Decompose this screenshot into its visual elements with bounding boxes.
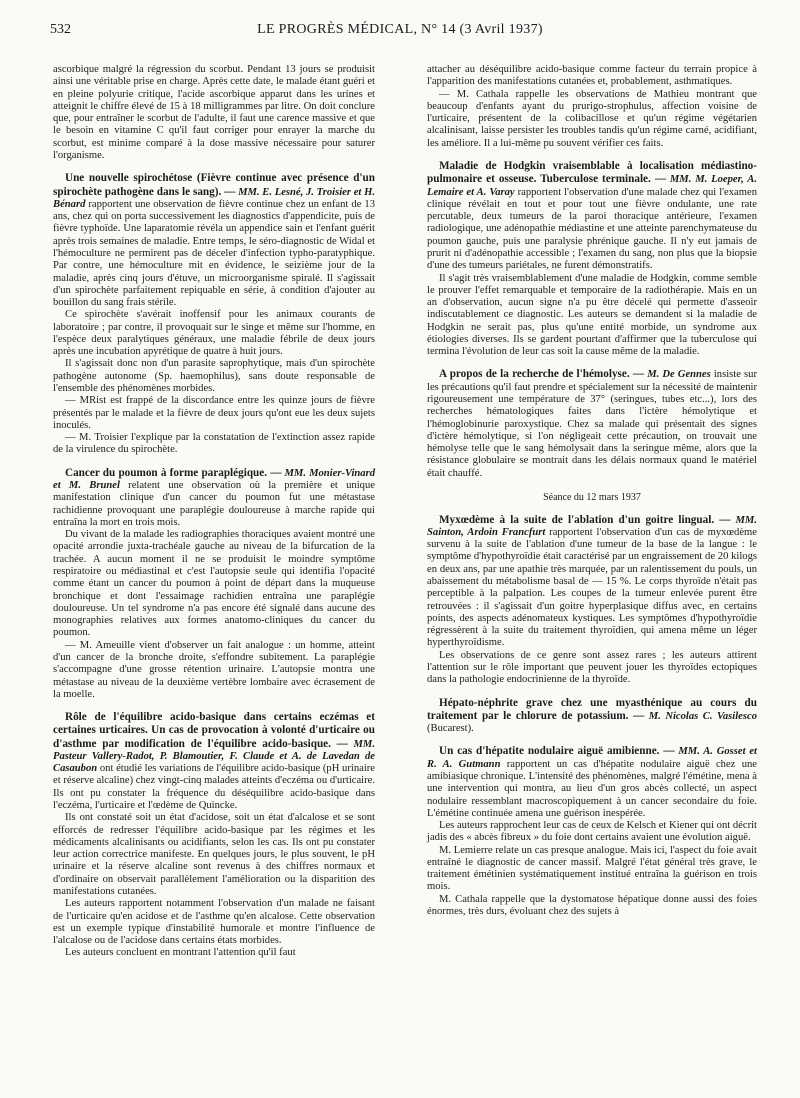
paragraph: Il s'agissait donc non d'un parasite saprophytique, mais d'un spirochète pathogène autonome (Sp. haemophilus), sans doute responsable de l'ensemble des phénomènes morbides.	[53, 358, 375, 395]
article-cancer-poumon	[53, 467, 375, 701]
paragraph: rapportent un cas d'hépatite nodulaire aiguë chez une amibiasique chronique. L'intensité des phénomènes, malgré l'émétine, mena à une intervention qui montra, au lieu d'un gros abcès collecté, un aspect nodulaire ressemblant macroscopiquement à un cancer secondaire du foie. L'émétine continuée amena une guérison inespérée.	[427, 758, 757, 819]
article-title: Maladie de Hodgkin vraisemblable à localisation médiastino-pulmonaire et osseuse. Tuberculose terminale. —	[427, 159, 757, 186]
paragraph: Les auteurs rapportent notamment l'observation d'un malade ne faisant de l'urticaire qu'en acidose et de l'asthme qu'en alcalose. Cette observation est un exemple typique d'instabilité humorale et montre l'influence de l'alcalose ou de l'acidose dans certains états morbides.	[53, 898, 375, 947]
paragraph: rapportent l'observation d'une malade chez qui l'examen clinique révélait en tout et pour tout une fièvre ondulante, une rate percutable, deux tumeurs de la paroi thoracique antérieure, l'examen radiologique, une adénopathie médiastine et une atteinte parenchymateuse du poumon gauche, puis une paralysie phrénique gauche. Il n'y eut jamais de prurit ni d'adénopathie accessible ; l'examen du sang, non plus que la biopsie d'une des tumeurs pariétales, ne furent démonstratifs.	[427, 186, 757, 272]
article-title: Cancer du poumon à forme paraplégique. —	[65, 466, 282, 479]
session-heading: Séance du 12 mars 1937	[543, 492, 641, 503]
paragraph: Ce spirochète s'avérait inoffensif pour les animaux courants de laboratoire ; par contre, il provoquait sur le singe et même sur l'homme, en l'espèce deux paralytiques généraux, une maladie fébrile de deux jours après une incubation apyrétique de quatre à huit jours.	[53, 309, 375, 358]
article-authors: M. Nicolas C. Vasilesco	[648, 710, 757, 722]
article-authors: MM. A. Gosset et R. A. Gutmann	[427, 746, 757, 770]
left-column	[53, 64, 375, 960]
paragraph: Du vivant de la malade les radiographies thoraciques avaient montré une opacité arrondie juxta-trachéale gauche au niveau de la bifurcation de la trachée. A aucun moment il ne se produisit le moindre symptôme respiratoire ou médiastinal et c'est l'autopsie seule qui identifia l'opacité comme étant un cancer du poumon à point de départ dans la muqueuse bronchique et dont l'essaimage rachidien entraîna une paraplégie douloureuse. Un tel syndrome n'a pas encore été signalé dans aucune des monographies relatives aux formes anatomo-cliniques du cancer du poumon.	[53, 529, 375, 639]
article-authors: MM. Sainton, Ardoin Francfurt	[427, 514, 757, 538]
page-number: 532	[50, 22, 71, 37]
article-title: Un cas d'hépatite nodulaire aiguë amibienne. —	[439, 745, 675, 758]
article-title: Myxœdème à la suite de l'ablation d'un goitre lingual. —	[439, 513, 731, 526]
paragraph: Les observations de ce genre sont assez rares ; les auteurs attirent l'attention sur le rôle important que peuvent jouer les thyroïdes ectopiques dans la pathologie endocrinienne de la thyroïde.	[427, 649, 757, 686]
article-authors: M. De Gennes	[647, 369, 711, 381]
article-myxoedeme	[427, 514, 757, 687]
article-title: A propos de la recherche de l'hémolyse. —	[439, 368, 645, 381]
article-title: Une nouvelle spirochétose (Fièvre continue avec présence d'un spirochète pathogène dans le sang). —	[53, 172, 375, 198]
right-column	[427, 64, 757, 918]
article-title: Rôle de l'équilibre acido-basique dans certains eczémas et certaines urticaires. Un cas de provocation à volonté d'urticaire ou d'asthme par modification de l'équilibre acido-basique. —	[53, 711, 375, 750]
paragraph: — M. Troisier l'explique par la constatation de l'extinction assez rapide de la virulence du spirochète.	[53, 432, 375, 456]
paragraph: attacher au déséquilibre acido-basique comme facteur du terrain propice à l'apparition des manifestations cutanées et, probablement, asthmatiques.	[427, 64, 757, 88]
paragraph: ont étudié les variations de l'équilibre acido-basique (pH urinaire et réserve alcaline) chez vingt-cinq malades atteints d'eczéma ou d'urticaire. Ils ont pu constater la fréquence du déséquilibre acido-basique dans l'eczéma, l'urticaire et l'œdème de Quincke.	[53, 763, 375, 812]
article-authors: MM. M. Loeper, A. Lemaire et A. Varay	[427, 174, 757, 198]
paragraph: — MRist est frappé de la discordance entre les quinze jours de fièvre présentés par le malade et la fièvre de deux jours qu'ont eue les deux sujets inoculés.	[53, 395, 375, 431]
article-authors: MM. Monier-Vinard et M. Brunel	[53, 467, 376, 491]
journal-title: LE PROGRÈS MÉDICAL, N° 14 (3 Avril 1937)	[257, 22, 543, 37]
page-header	[50, 22, 750, 44]
article-hepatite-amibienne	[427, 745, 757, 918]
paragraph: M. Lemierre relate un cas presque analogue. Mais ici, l'aspect du foie avait entraîné le diagnostic de cancer massif. Malgré l'état général très grave, le traitement émétinien systématiquement institué entraîna la guérison en trois mois.	[427, 844, 757, 893]
paragraph: ascorbique malgré la régression du scorbut. Pendant 13 jours se produisit ainsi une véritable prise en charge. Après cette date, le malade étant guéri et en pleine polyurie critique, l'acide ascorbique apparut dans les urines et atteignit le chiffre élevé de 15 à 18 milligrammes par litre. On doit conclure que, pour entraîner le scorbut de l'adulte, il faut une carence massive et que le besoin en vitamine C qu'il faut corriger pour enrayer la marche du scorbut, est minime comparé à la dose massive nécessaire pour saturer l'organisme.	[53, 64, 375, 161]
paragraph: (Bucarest).	[427, 723, 474, 735]
paragraph: rapportent l'observation d'un cas de myxœdème survenu à la suite de l'ablation d'une tumeur de la base de la langue : le symptôme d'hypothyroïdie était caractérisé par un engraissement de 20 kilogs en deux ans, par une apathie très marquée, par un ralentissement du pouls, un abaissement du métabolisme basal de — 15 %. Le corps thyroïde n'était pas perceptible à la palpation. Les coupes de la tumeur enlevée purent être retrouvées : il s'agissait d'un goitre hyperplasique diffus avec, en certains points, des aspects adénomateux kystiques. Les symptômes d'hypothyroïdie régressèrent à la suite du traitement thyroïdien, qui amena même un léger hyperthyroïdisme.	[427, 526, 758, 649]
article-hodgkin	[427, 160, 757, 359]
paragraph: — M. Ameuille vient d'observer un fait analogue : un homme, atteint d'un cancer de la bronche droite, s'effondre subitement. La paraplégie s'accompagne d'une grosse rétention urinaire. L'autopsie montra une métastase au niveau de la deuxième vertèbre lombaire avec écrasement de la moelle.	[53, 639, 375, 700]
article-authors: MM. Pasteur Vallery-Radot, P. Blamoutier, F. Claude et A. de Lavedan de Casaubon	[53, 738, 375, 775]
paragraph: M. Cathala rappelle que la dystomatose hépatique donne aussi des foies énormes, très durs, évoluant chez des sujets à	[427, 893, 757, 918]
article-hemolyse	[427, 368, 757, 480]
paragraph: Ils ont constaté soit un état d'acidose, soit un état d'alcalose et se sont efforcés de redresser l'équilibre acido-basique par les régimes et les médicaments alcalinisants ou acidifiants, selon les cas. Ils ont pu constater leur action correctrice manifeste. En quelques jours, le plus souvent, le pH urinaire et la réserve alcaline sont revenus à des chiffres normaux et d'ordinaire on observait parallèlement l'amélioration ou la disparition des manifestations cutanées.	[53, 812, 375, 897]
paragraph: — M. Cathala rappelle les observations de Mathieu montrant que beaucoup d'enfants ayant du prurigo-strophulus, affection voisine de l'urticaire, présentent de la colibacillose et qu'un régime végétarien alcalinisant, laisse persister les troubles tandis qu'un régime carné, acidifiant, les améliore. Il a lui-même pu souvent vérifier ces faits.	[427, 88, 757, 149]
article-hepato-nephrite	[427, 697, 757, 736]
article-spirochetose	[53, 172, 375, 456]
paragraph: Les auteurs concluent en montrant l'attention qu'il faut	[65, 947, 296, 959]
paragraph: Il s'agit très vraisemblablement d'une maladie de Hodgkin, comme semble le prouver l'effet remarquable et temporaire de la radiothérapie. Mais en un an d'observation, aucun signe n'a pu être décelé qui permette d'asseoir indiscutablement ce diagnostic. Les auteurs se demandent si la maladie de Hodgkin ne serait pas, plus qu'une entité morbide, un syndrome aux étiologies diverses. Ils se gardent pourtant d'affirmer que la tuberculose qui termina l'évolution de leur cas soit la cause même de la maladie.	[427, 272, 757, 358]
paragraph: Les auteurs rapprochent leur cas de ceux de Kelsch et Kiener qui ont décrit jadis des « abcès fibreux » du foie dont certains avaient une évolution aiguë.	[427, 820, 757, 844]
paragraph: rapportent une observation de fièvre continue chez un enfant de 13 ans, chez qui on porta successivement les diagnostics d'appendicite, puis de fièvre typhoïde. Une laparatomie révéla un appendice sain et l'enfant guérit après trois semaines de maladie. Entre temps, le séro-diagnostic de Widal et l'hémoculture ne permirent pas de déceler d'infection typho-paratyphique. Par contre, une hémoculture mit en évidence, le seizième jour de la maladie, après cinq jours d'étuve, un microorganisme spiralé. Il s'agissait d'un spirochète parfaitement repiquable en série, à condition d'ajouter au bouillon du sang frais stérile.	[53, 198, 375, 309]
article-authors: MM. E. Lesné, J. Troisier et H. Bénard	[53, 186, 375, 210]
article-equilibre-acido-basique	[53, 711, 375, 960]
article-title: Hépato-néphrite grave chez une myasthénique au cours du traitement par le chlorure de potassium. —	[427, 696, 757, 722]
paragraph: relatent une observation où la première et unique manifestation clinique d'un cancer du poumon fut une métastase rachidienne provoquant une paraplégie douloureuse à marche rapide qui entraîna la mort en trois mois.	[53, 480, 375, 528]
paragraph: insiste sur les précautions qu'il faut prendre et spécialement sur la nécessité de maintenir rigoureusement une température de 37° (seringues, tubes etc...), lors des recherches hématologiques faites dans l'ictère hémolytique et l'hémoglobinurie paroxystique. Chez sa malade qui présentait des signes d'ictère hémolytique, si l'on négligeait cette précaution, on trouvait une hémolyse telle que le sang hémolysait dans la seringue même, alors que la résistance globulaire se montrait dans les délais normaux quand le matériel était chauffé.	[427, 369, 757, 479]
